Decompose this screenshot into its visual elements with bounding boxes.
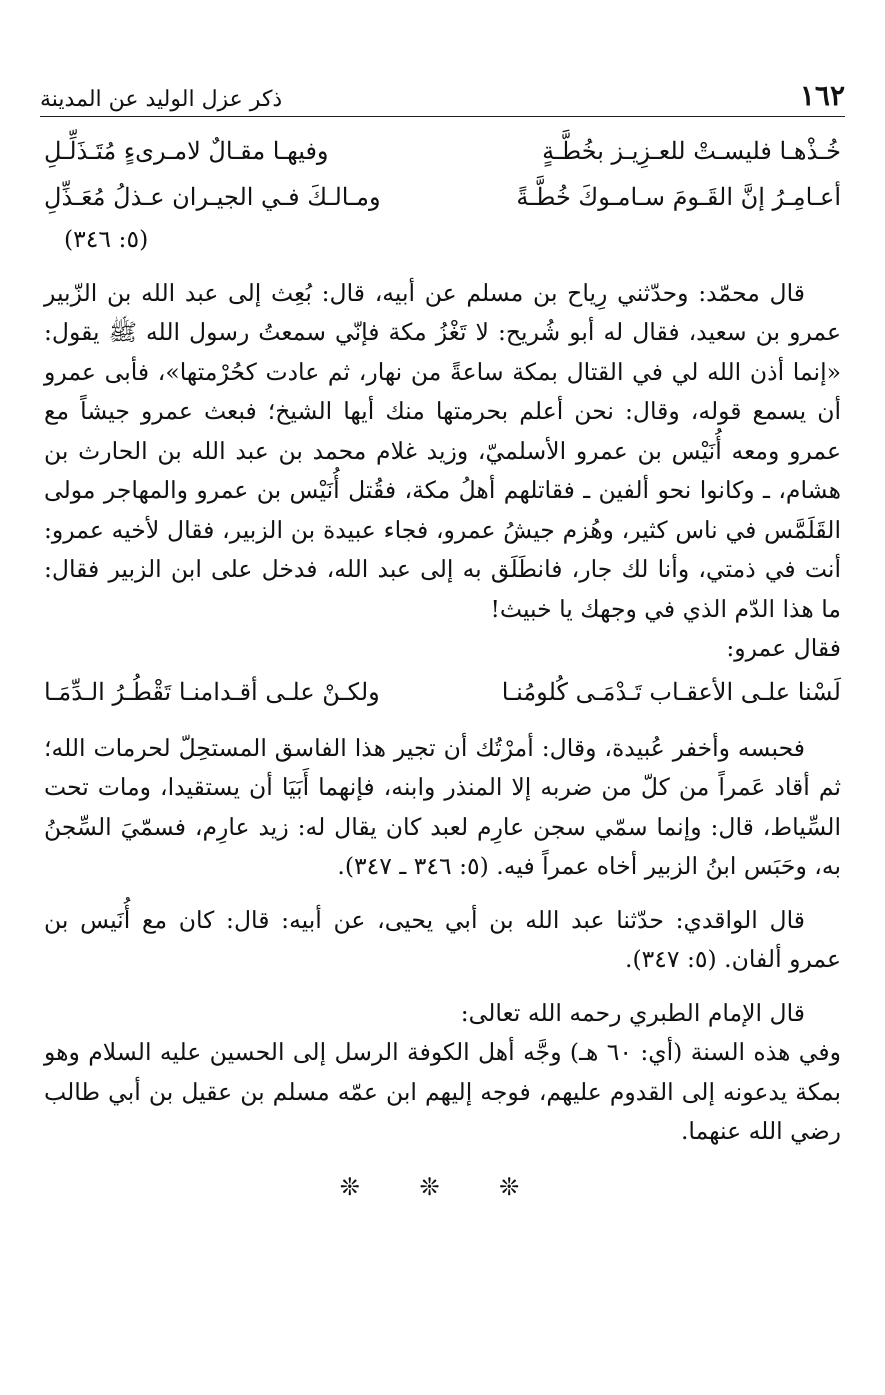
source-reference: (٥: ٣٤٦) xyxy=(64,225,149,253)
verse-line xyxy=(44,128,841,174)
verse-second-hemistich: وفيهـا مقـالٌ لامـرىءٍ مُتَـذَلِّـلِ xyxy=(44,137,329,165)
verse-first-hemistich: خُـذْهـا فليسـتْ للعـزِيـز بخُطَّـةٍ xyxy=(542,137,841,165)
verse-second-hemistich: ومـالـكَ فـي الجيـران عـذلُ مُعَـذِّلِ xyxy=(44,183,381,211)
verse-first-hemistich: لَسْنا علـى الأعقـاب تَـدْمَـى كُلومُنـا xyxy=(501,677,841,706)
running-title: ذكر عزل الوليد عن المدينة xyxy=(40,87,283,112)
page-body xyxy=(44,128,841,1207)
paragraph: وفي هذه السنة (أي: ٦٠ هـ) وجَّه أهل الكوفة الرسل إلى الحسين عليه السلام وهو بمكة يدعونه إلى القدوم عليهم، فوجه إليهم ابن عمّه مسلم بن عقيل بن أبي طالب رضي الله عنهما. xyxy=(44,1038,841,1145)
paragraph-intro: قال الإمام الطبري رحمه الله تعالى: xyxy=(460,998,805,1027)
page-header xyxy=(40,72,845,117)
paragraph: قال الواقدي: حدّثنا عبد الله بن أبي يحيى، عن أبيه: قال: كان مع أُنَيس بن عمرو ألفان. (٥: ٣٤٧). xyxy=(44,905,841,973)
paragraph: قال محمّد: وحدّثني رِياح بن مسلم عن أبيه، قال: بُعِث إلى عبد الله بن الزّبير عمرو بن سعيد، فقال له أبو شُريح: لا تَغْزُ مكة فإنّي سمعتُ رسول الله ﷺ يقول: «إنما أذن الله لي في القتال بمكة ساعةً من نهار، ثم عادت كحُرْمتها»، فأبى عمرو أن يسمع قوله، وقال: نحن أعلم بحرمتها منك أيها الشيخ؛ فبعث عمرو جيشاً مع عمرو ومعه أُنَيْس بن عمرو الأسلميّ، وزيد غلام محمد بن عبد الله بن الحارث بن هشام، ـ وكانوا نحو ألفين ـ فقاتلهم أهلُ مكة، فقُتل أُنَيْس بن عمرو والمهاجر مولى القَلَمَّس في ناس كثير، وهُزم جيشُ عمرو، فجاء عبيدة بن الزبير، فقال لأخيه عمرو: أنت في ذمتي، وأنا لك جار، فانطَلَق به إلى عبد الله، فدخل على ابن الزبير فقال: ما هذا الدّم الذي في وجهك يا خبيث! xyxy=(44,278,841,623)
page-number: ١٦٢ xyxy=(799,79,845,112)
paragraph: فحبسه وأخفر عُبيدة، وقال: أمرْتُك أن تجير هذا الفاسق المستحِلّ لحرمات الله؛ ثم أقاد عَمراً من كلّ من ضربه إلا المنذر وابنه، فإنهما أَبَيَا أن يستقيدا، ومات تحت السِّياط، قال: وإنما سمّي سجن عارِم لعبد كان يقال له: زيد عارِم، فسمّيَ السِّجنُ به، وحَبَس ابنُ الزبير أخاه عمراً فيه. (٥: ٣٤٦ ـ ٣٤٧). xyxy=(44,733,841,880)
paragraph-tail: فقال عمرو: xyxy=(726,634,841,662)
verse-line xyxy=(44,174,841,220)
section-ornament: ❊ ❊ ❊ xyxy=(339,1172,546,1201)
verse-first-hemistich: أعـامِـرُ إنَّ القَـومَ سـامـوكَ خُطَّـةً xyxy=(516,183,841,211)
verse-second-hemistich: ولكـنْ علـى أقـدامنـا تَقْطُـرُ الـدِّمَـا xyxy=(44,677,380,706)
verse-line xyxy=(44,669,841,715)
